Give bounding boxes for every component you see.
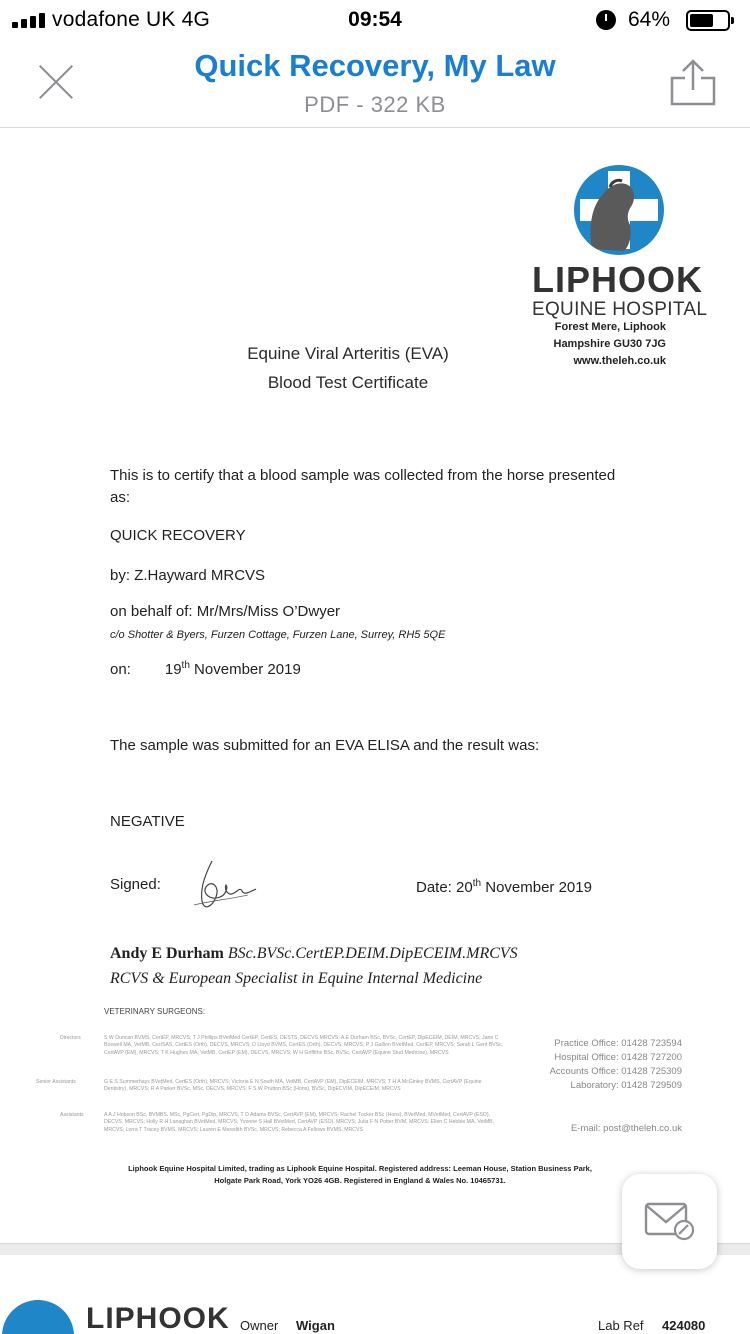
on-label: on: [110, 661, 131, 678]
legal-line: Liphook Equine Hospital Limited, trading as Liphook Equine Hospital. Registered address: Leeman House, Station Business Park, [128, 1164, 592, 1173]
horse-badge-icon [2, 1300, 74, 1334]
document-subtitle: PDF - 322 KB [304, 92, 446, 117]
battery-icon [686, 10, 730, 31]
legal-footer [70, 1163, 650, 1187]
on-suffix: th [181, 660, 190, 671]
logo-name: LIPHOOK [86, 1302, 230, 1334]
share-icon[interactable] [668, 58, 718, 108]
document-title: Quick Recovery, My Law [194, 48, 556, 83]
date-prefix: Date: 20 [416, 879, 473, 896]
senior-assistants-label: Senior Assistants [36, 1079, 76, 1085]
carrier-label: vodafone UK 4G [52, 8, 211, 31]
signer-role: RCVS & European Specialist in Equine Internal Medicine [110, 970, 483, 987]
signature-image [190, 857, 270, 922]
signed-date [416, 878, 592, 896]
signer-qualifications: BSc.BVSc.CertEP.DEIM.DipECEIM.MRCVS [223, 945, 518, 962]
address-line: Forest Mere, Liphook [554, 321, 666, 333]
signed-label: Signed: [110, 876, 161, 893]
battery-percent: 64% [628, 8, 671, 31]
assistants-label: Assistants [60, 1112, 84, 1118]
mail-markup-icon [644, 1200, 696, 1242]
date-rest: November 2019 [481, 879, 592, 896]
on-day: 19 [164, 661, 182, 678]
directors-list: S W Duncan BVMS, CertEP, MRCVS; T J Phillips BVetMed CertEP, CertES, DESTS, DECVS MRCVS; A E Durham BSc, BVSc, CertEP, DipECEIM, DEIM, MRCVS; Jane C Boswell MA, VetMB, CertSAS, CertES (Orth), DECVS, MRCVS; D Lloyd BVMS, CertES (Orth), DECVS, MRCVS; P J Gallion BVetMed, CertEP, MRCVS; Sarah L Gent BVSc, CertAVP (EM), MRCVS; T K Hughes MA, VetMB, CertEP (EM), DECVS, MRCVS; W H Griffiths BSc, BVSc, CertAVP (Equine Stud Medicine), MRCVS [104, 1035, 504, 1056]
signer-name [110, 945, 518, 963]
contact-email: E-mail: post@theleh.co.uk [570, 1123, 682, 1134]
markup-button[interactable] [622, 1174, 717, 1269]
alarm-icon [596, 10, 616, 30]
office-phone-numbers [550, 1037, 682, 1093]
hospital-address [554, 319, 667, 370]
office-phone: Laboratory: 01428 729509 [570, 1080, 682, 1091]
owner-label: Owner [240, 1318, 279, 1333]
sample-statement: The sample was submitted for an EVA ELISA and the result was: [110, 737, 540, 754]
on-behalf-of: on behalf of: Mr/Mrs/Miss O’Dwyer [110, 603, 341, 620]
vet-surgeons-heading: VETERINARY SURGEONS: [104, 1007, 206, 1016]
senior-assistants-list: G E S Summerhays BVetMed, CertES (Orth), MRCVS; Victoria E N South MA, VetMB, CertAVP (EM), DipECEIM, MRCVS; T H A McGinley BVMS, CertAVP (Equine Dentistry), MRCVS; R A Parker BVSc, MSc, DECVS, MRCVS; F S W Prutton BSc (Hons), BVSc, DipECVIM, DipECEIM, MRCVS [104, 1079, 482, 1093]
on-rest: November 2019 [189, 661, 301, 678]
directors-label: Directors [60, 1035, 81, 1041]
logo-subtitle: EQUINE HOSPITAL [532, 299, 708, 320]
certificate-title [200, 339, 496, 397]
legal-line: Holgate Park Road, York YO26 4GB. Registered in England & Wales No. 10465731. [214, 1176, 506, 1185]
assistants-list: A A J Hobson BSc, BVMBS, MSc, PgCert, PgDip, MRCVS; T D Adams BVSc, CertAVP (EM), MRCVS; Rachel Tucker BSc (Hons), BVetMed, MVetMed, CertAVP (ESO), DECVS, MRCVS; Holly R H Lanaghan BVetMed, MRCVS; Yvonne S Hall BVetMed, CertAVP (ESO), MRCVS; Julia F N Potter BVM, MRCVS; Ellen C Hebble MA, VetMB, MRCVS; Lorra T Tracey BVMS, MRCVS; Lauren E Meredith BVSc, MRCVS; Rebecca A Fellows BVMS, MRCVS [104, 1112, 495, 1133]
status-bar [0, 0, 750, 40]
certificate-title-line: Blood Test Certificate [267, 373, 429, 392]
signer-name-text: Andy E Durham [110, 945, 224, 962]
certify-statement: This is to certify that a blood sample was collected from the horse presented as: [110, 467, 616, 506]
status-time: 09:54 [348, 8, 402, 31]
office-phone: Practice Office: 01428 723594 [554, 1038, 682, 1049]
pdf-page[interactable] [0, 129, 750, 1243]
lab-ref-value: 424080 [662, 1318, 706, 1333]
lab-ref-label: Lab Ref [598, 1318, 644, 1333]
website-link[interactable]: www.theleh.co.uk [573, 355, 666, 367]
date-suffix: th [472, 878, 482, 889]
test-result: NEGATIVE [110, 813, 185, 830]
certificate-title-line: Equine Viral Arteritis (EVA) [247, 344, 449, 363]
care-of-address: c/o Shotter & Byers, Furzen Cottage, Furzen Lane, Surrey, RH5 5QE [110, 629, 446, 641]
horse-name: QUICK RECOVERY [110, 527, 246, 544]
collected-by: by: Z.Hayward MRCVS [110, 567, 266, 584]
logo-name: LIPHOOK [532, 259, 704, 300]
office-phone: Hospital Office: 01428 727200 [554, 1052, 682, 1063]
owner-value: Wigan [296, 1318, 335, 1333]
document-header [0, 40, 750, 128]
horse-badge-icon [574, 165, 664, 255]
office-phone: Accounts Office: 01428 725309 [549, 1066, 682, 1077]
address-line: Hampshire GU30 7JG [553, 338, 666, 350]
collection-date [110, 660, 301, 678]
